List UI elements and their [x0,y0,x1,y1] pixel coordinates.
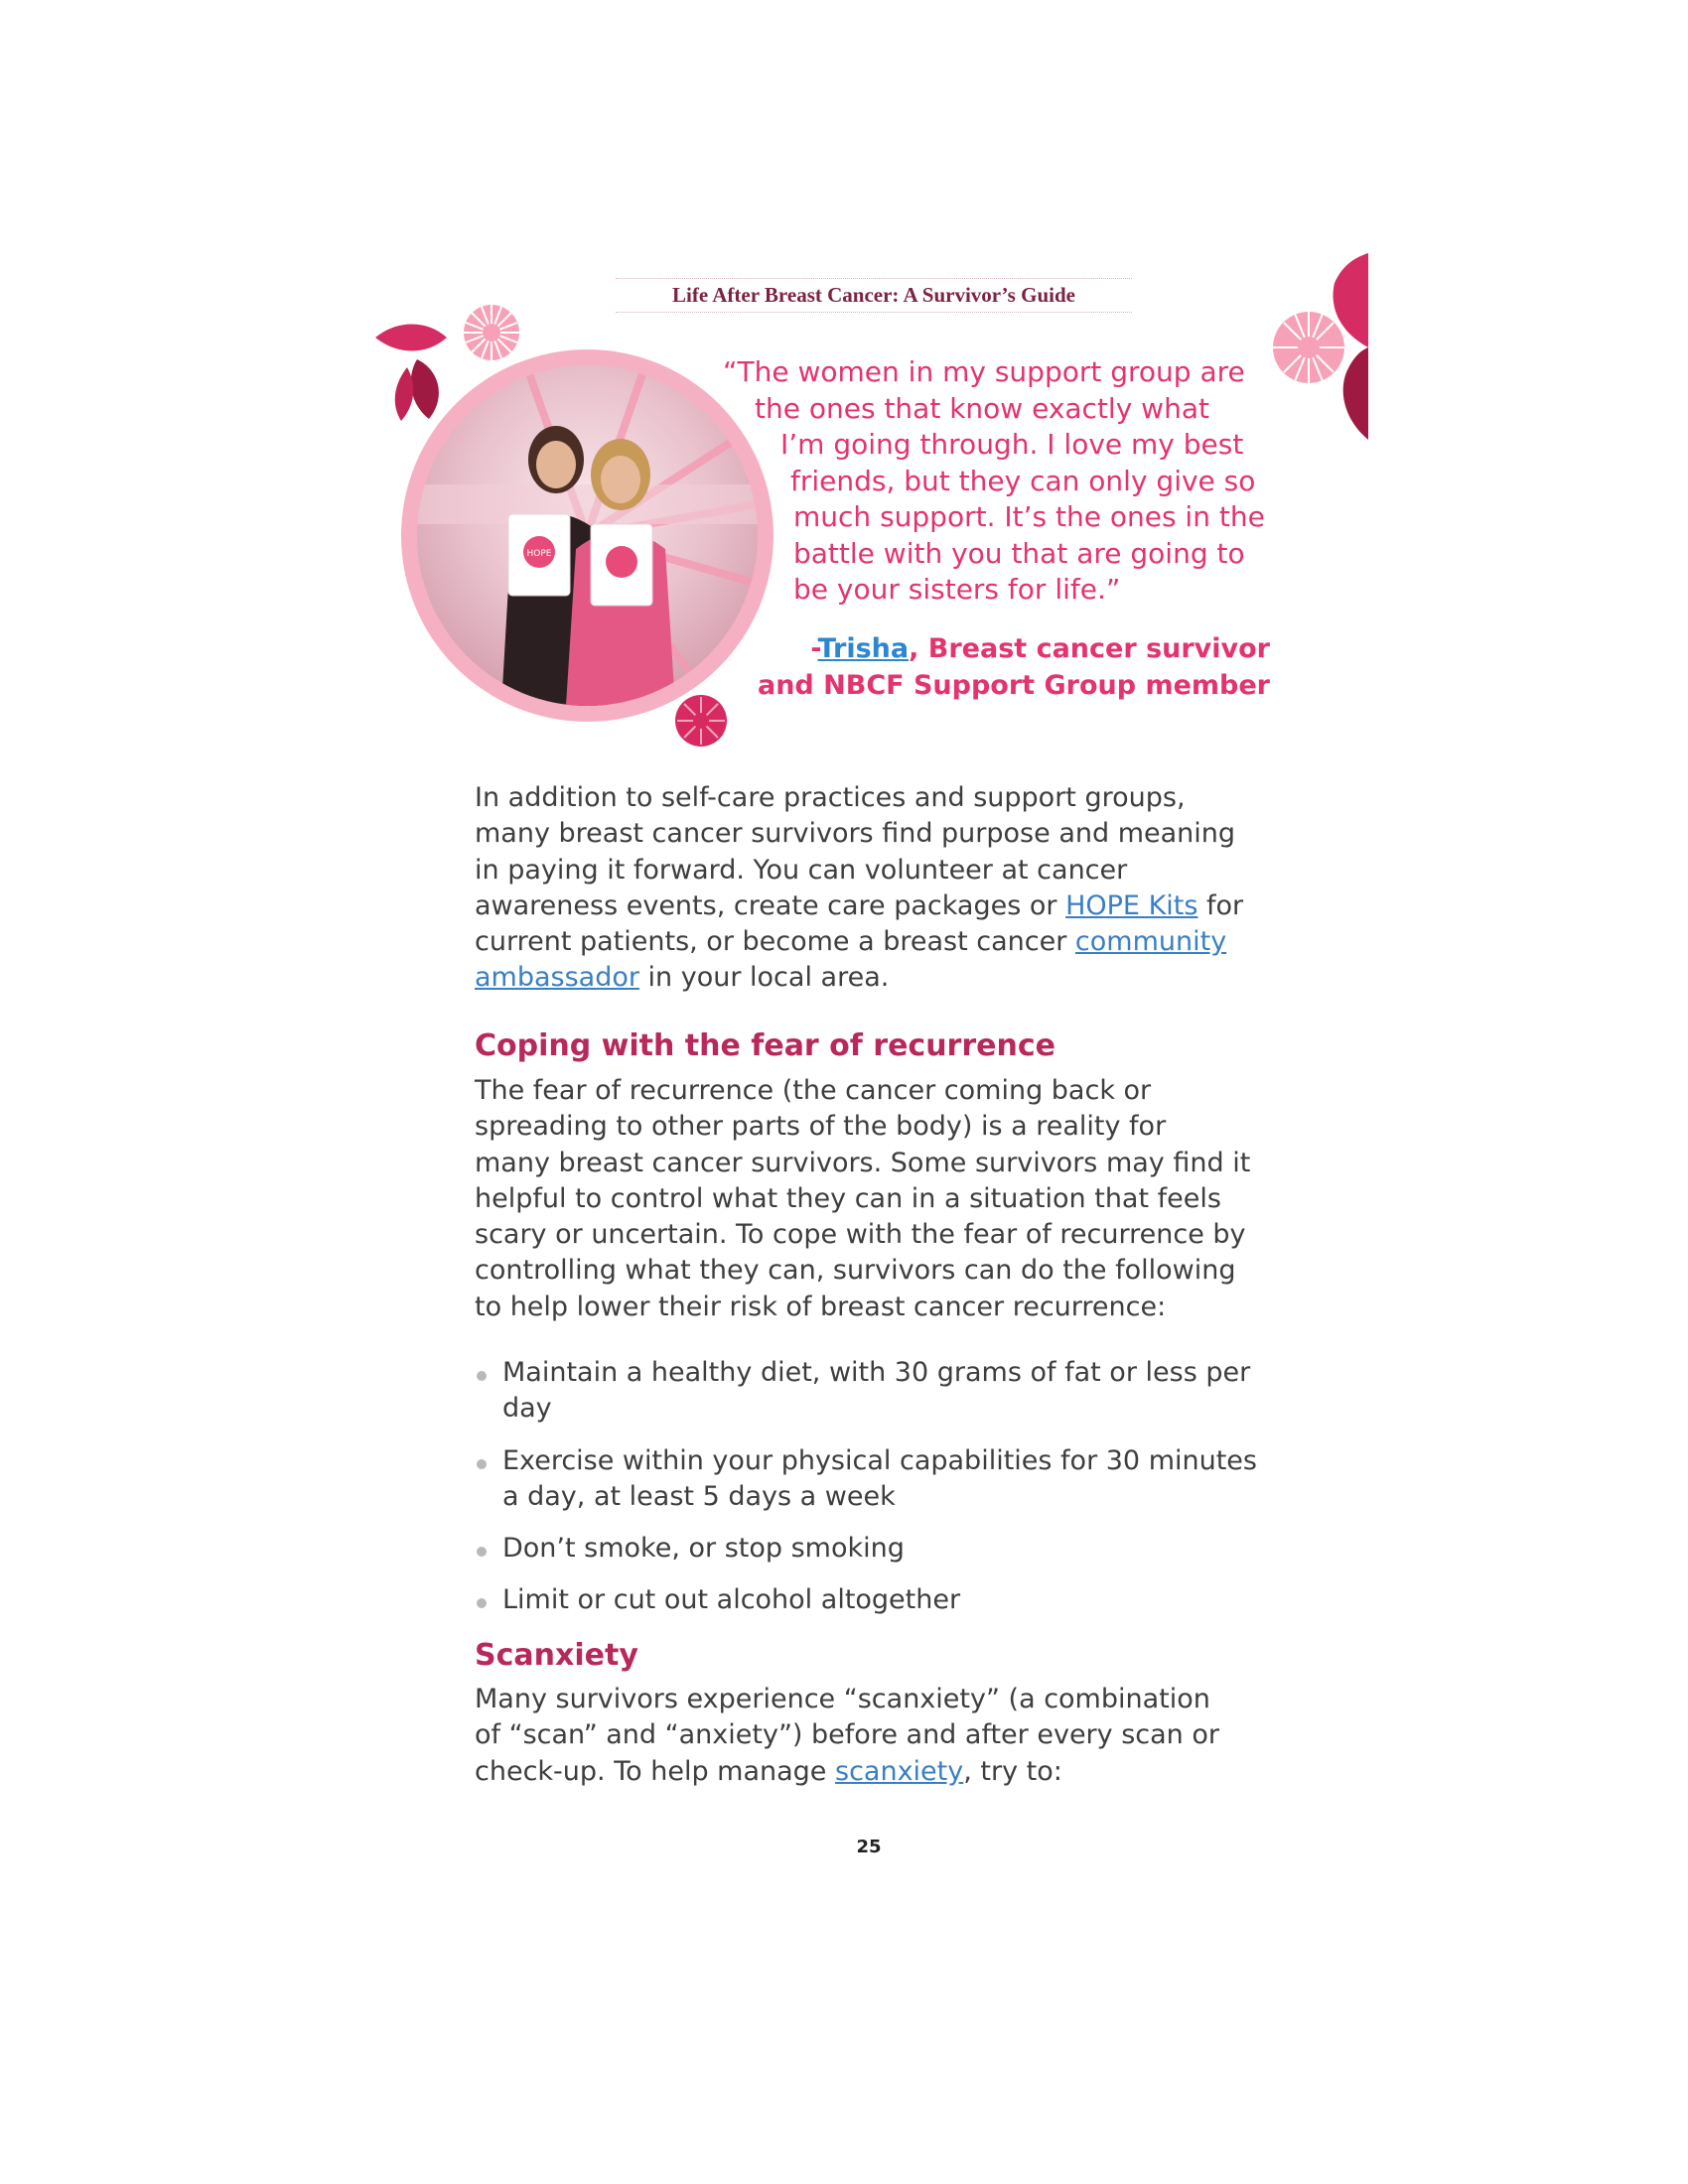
attribution-dash: - [810,633,818,664]
attribution-line-2: and NBCF Support Group member [757,670,1270,701]
coping-heading: Coping with the fear of recurrence [475,1028,1055,1063]
intro-paragraph [475,780,1269,997]
bullet-icon [477,1459,487,1469]
quote-line: much support. It’s the ones in the [793,500,1265,533]
scanxiety-heading: Scanxiety [475,1638,638,1673]
paragraph-line: Many survivors experience “scanxiety” (a combination [475,1684,1210,1714]
recurrence-tips-list [475,1355,1289,1635]
text-segment: , try to: [963,1755,1062,1787]
quote-line: the ones that know exactly what [755,391,1209,425]
paragraph-line: The fear of recurrence (the cancer coming back or [475,1075,1152,1106]
bullet-icon [477,1547,487,1557]
community-ambassador-link[interactable]: community [1074,926,1227,958]
quote-line: battle with you that are going to [793,536,1245,570]
list-item [475,1443,1289,1516]
text-segment: current patients, or become a breast cancer [475,926,1075,958]
attribution-role: , Breast cancer survivor [909,633,1270,664]
paragraph-line: helpful to control what they can in a situation that feels [475,1182,1221,1214]
paragraph-line: spreading to other parts of the body) is a reality for [475,1111,1167,1143]
list-item [475,1531,1289,1567]
decorative-dot-icon [673,693,729,749]
paragraph-line: In addition to self-care practices and support groups, [475,782,1186,813]
paragraph-line: in paying it forward. You can volunteer at cancer [475,854,1128,886]
list-item-text: day [502,1393,552,1425]
text-segment: for [1197,889,1244,921]
paragraph-line: of “scan” and “anxiety”) before and after every scan or [475,1719,1219,1751]
quote-line: I’m going through. I love my best [780,428,1244,461]
trisha-link[interactable]: Trisha [817,633,910,664]
text-segment: check-up. To help manage [475,1755,835,1787]
testimonial-quote [715,354,1271,609]
photo-illustration [417,365,758,706]
support-group-photo [417,365,758,706]
sunburst-icon [457,298,526,367]
text-segment: in your local area. [638,962,890,994]
quote-line: friends, but they can only give so [790,464,1256,497]
hope-kit-label-left: HOPE [526,549,552,559]
list-item-text: Exercise within your physical capabilities for 30 minutes [502,1444,1257,1476]
paragraph-line [475,888,1269,924]
paragraph-line: controlling what they can, survivors can do the following [475,1255,1236,1287]
quote-line: be your sisters for life.” [793,573,1121,606]
running-header: Life After Breast Cancer: A Survivor’s Guide [616,278,1132,313]
paragraph-line [475,960,1269,996]
list-item-text: a day, at least 5 days a week [502,1480,896,1512]
list-item [475,1582,1289,1618]
quote-line: “The women in my support group are [723,355,1245,388]
community-ambassador-link-cont[interactable]: ambassador [475,962,639,994]
paragraph-line: many breast cancer survivors find purpose and meaning [475,818,1236,850]
bullet-icon [477,1598,487,1608]
list-item-text: Don’t smoke, or stop smoking [502,1533,905,1565]
paragraph-line [475,1754,1269,1790]
paragraph-line: many breast cancer survivors. Some survivors may find it [475,1147,1251,1178]
quote-attribution [758,630,1270,704]
scanxiety-link[interactable]: scanxiety [835,1755,964,1787]
paragraph-line: scary or uncertain. To cope with the fear of recurrence by [475,1219,1246,1251]
hope-kits-link[interactable]: HOPE Kits [1065,889,1198,921]
bullet-icon [477,1371,487,1381]
text-segment: awareness events, create care packages or [475,889,1066,921]
list-item-text: Maintain a healthy diet, with 30 grams of fat or less per [502,1357,1251,1388]
paragraph-line [475,924,1269,960]
list-item-text: Limit or cut out alcohol altogether [502,1584,961,1616]
coping-paragraph [475,1073,1269,1325]
paragraph-line: to help lower their risk of breast cancer recurrence: [475,1291,1167,1322]
scanxiety-paragraph [475,1682,1269,1790]
page-number: 25 [856,1837,882,1857]
decorative-leaf-edge-icon [1261,253,1370,442]
attribution-line-1 [758,630,1270,667]
list-item [475,1355,1289,1428]
